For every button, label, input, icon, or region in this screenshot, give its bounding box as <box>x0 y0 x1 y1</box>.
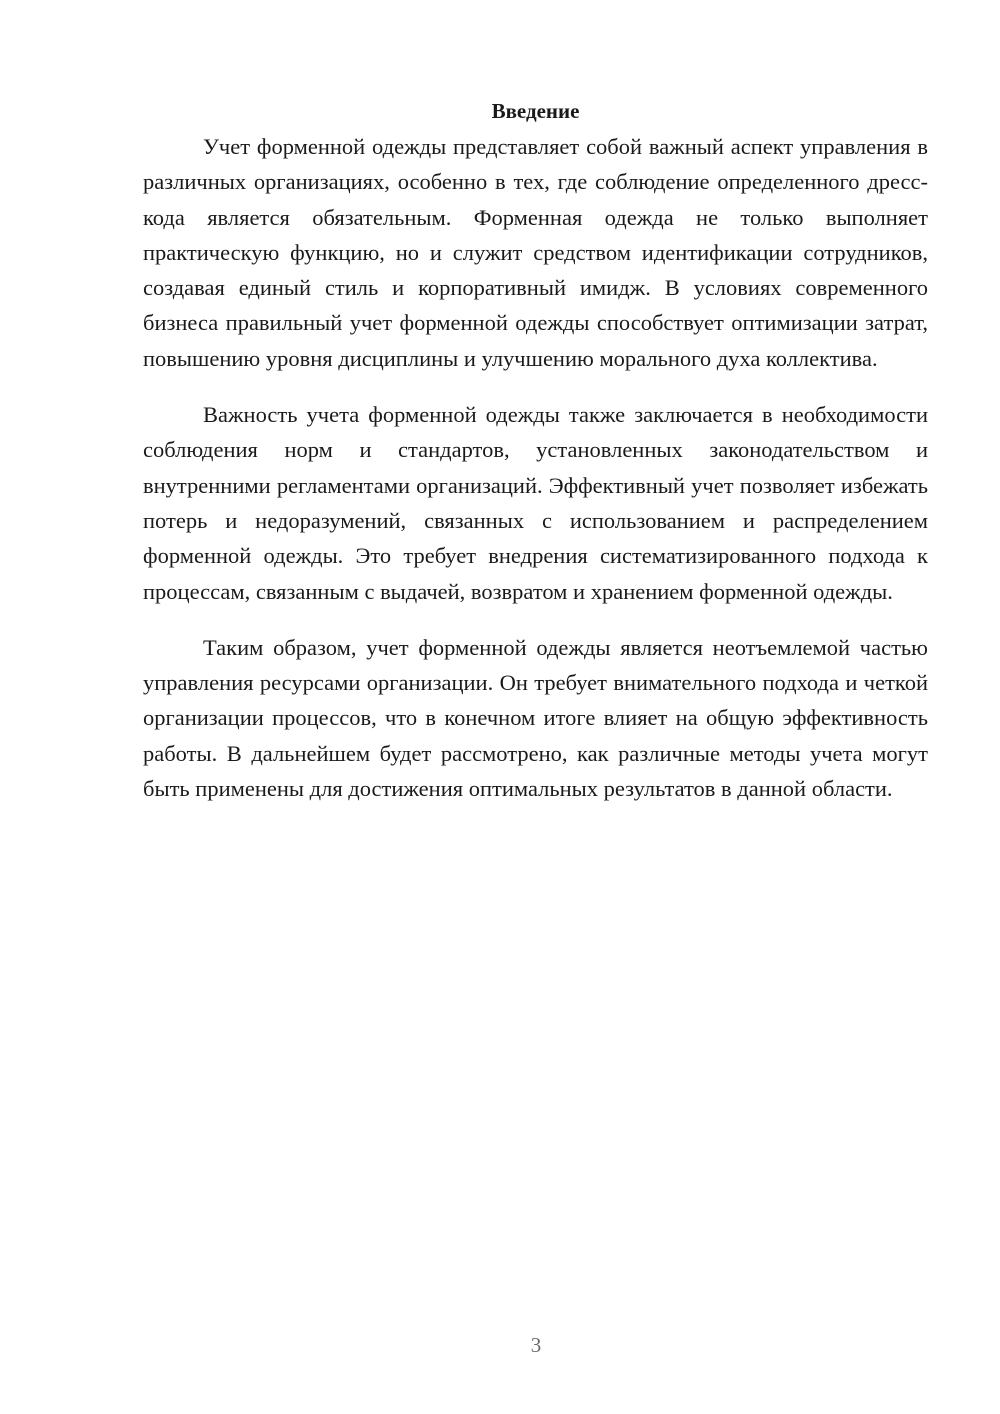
page-number: 3 <box>530 1333 542 1357</box>
section-heading: Введение <box>491 99 580 123</box>
paragraph-1: Учет форменной одежды представляет собой важный аспект управления в различных организациях, особенно в тех, где соблюдение определенного дресс-кода является обязательным. Форменная одежда не только выполняет практическую функцию, но и служит средством идентификации сотрудников, создавая единый стиль и корпоративный имидж. В условиях современного бизнеса правильный учет форменной одежды способствует оптимизации затрат, повышению уровня дисциплины и улучшению морального духа коллектива. <box>143 134 928 371</box>
paragraph-2: Важность учета форменной одежды также заключается в необходимости соблюдения норм и стандартов, установленных законодательством и внутренними регламентами организаций. Эффективный учет позволяет избежать потерь и недоразумений, связанных с использованием и распределением форменной одежды. Это требует внедрения систематизированного подхода к процессам, связанным с выдачей, возвратом и хранением форменной одежды. <box>143 402 928 604</box>
page-content <box>143 96 928 827</box>
paragraph-3: Таким образом, учет форменной одежды является неотъемлемой частью управления ресурсами организации. Он требует внимательного подхода и четкой организации процессов, что в конечном итоге влияет на общую эффективность работы. В дальнейшем будет рассмотрено, как различные методы учета могут быть применены для достижения оптимальных результатов в данной области. <box>143 634 928 802</box>
